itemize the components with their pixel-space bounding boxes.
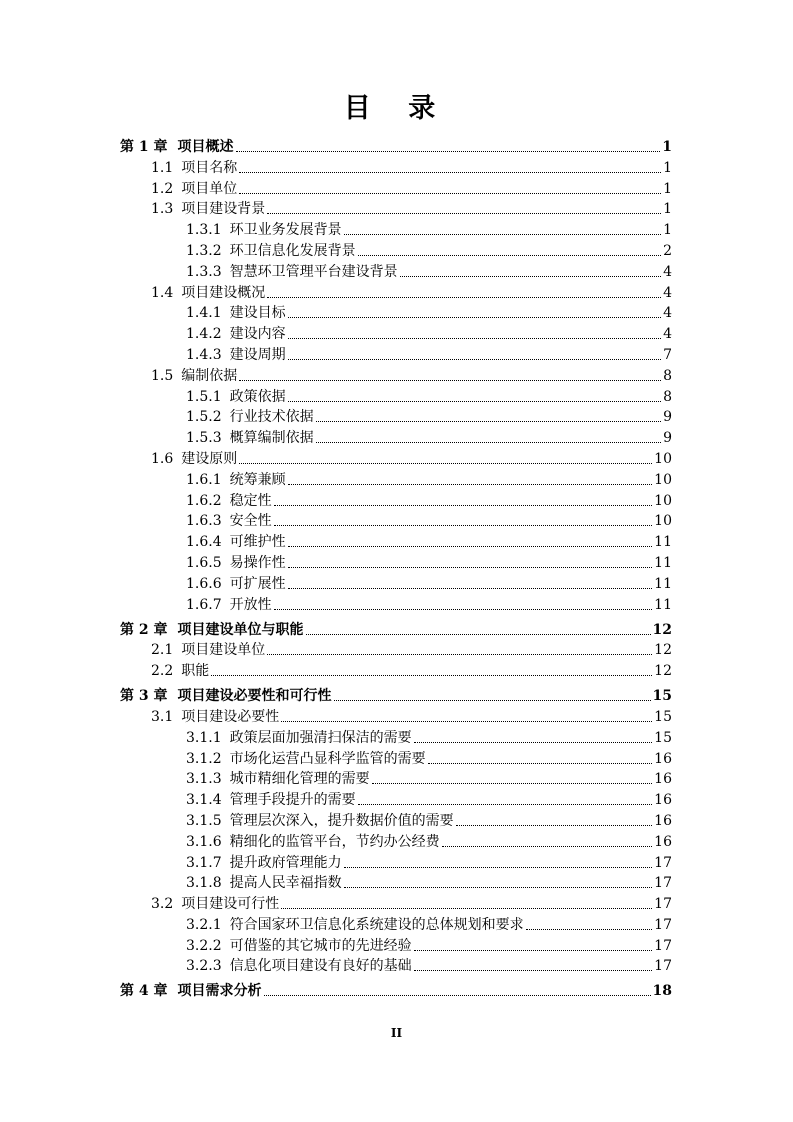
- dot-leader: [288, 546, 653, 547]
- toc-entry-number: 1.6.2: [186, 492, 222, 509]
- toc-entry-title: 可扩展性: [229, 575, 286, 592]
- dot-leader: [414, 950, 653, 951]
- toc-section-entry[interactable]: [120, 157, 672, 178]
- toc-section-entry[interactable]: [120, 282, 672, 303]
- toc-subsection-entry[interactable]: [120, 531, 672, 552]
- toc-entry-number: 1.6.7: [186, 596, 222, 613]
- toc-subsection-entry[interactable]: [120, 810, 672, 831]
- page-title: 目 录: [343, 93, 450, 124]
- toc-entry-number: 1.6.6: [186, 575, 222, 592]
- toc-entry-number: 2.2: [151, 663, 174, 680]
- toc-entry-title: 建设原则: [181, 450, 238, 467]
- dot-leader: [400, 276, 661, 277]
- toc-entry-title: 概算编制依据: [229, 430, 314, 447]
- dot-leader: [236, 151, 661, 152]
- toc-entry-number: 1.4.2: [186, 326, 222, 343]
- toc-entry-page: 17: [654, 937, 672, 954]
- toc-entry-page: 9: [663, 409, 672, 426]
- toc-entry-number: 2.1: [151, 642, 174, 659]
- toc-entry-number: 3.1.7: [186, 854, 222, 871]
- toc-entry-number: 第 3 章: [120, 688, 168, 705]
- toc-entry-title: 项目单位: [181, 180, 238, 197]
- dot-leader: [239, 172, 661, 173]
- toc-entry-number: 第 1 章: [120, 139, 168, 155]
- dot-leader: [274, 505, 653, 506]
- dot-leader: [288, 401, 661, 402]
- toc-section-entry[interactable]: [120, 660, 672, 681]
- toc-entry-title: 可维护性: [229, 534, 286, 551]
- toc-entry-page: 11: [654, 554, 672, 571]
- dot-leader: [414, 742, 653, 743]
- toc-entry-number: 1.6.1: [186, 471, 222, 488]
- toc-entry-number: 1.3: [151, 201, 174, 218]
- toc-entry-page: 1: [663, 180, 672, 197]
- toc-entry-page: 16: [654, 792, 672, 809]
- toc-entry-title: 开放性: [229, 596, 272, 613]
- toc-entry-title: 管理层次深入，提升数据价值的需要: [229, 812, 454, 829]
- toc-entry-title: 符合国家环卫信息化系统建设的总体规划和要求: [229, 916, 524, 933]
- toc-entry-title: 项目名称: [181, 159, 238, 176]
- dot-leader: [428, 763, 653, 764]
- toc-entry-page: 16: [654, 812, 672, 829]
- toc-entry-page: 7: [663, 346, 672, 363]
- toc-section-entry[interactable]: [120, 448, 672, 469]
- toc-entry-page: 4: [663, 263, 672, 280]
- toc-entry-page: 8: [663, 388, 672, 405]
- toc-entry-number: 3.1.3: [186, 771, 222, 788]
- toc-entry-page: 11: [654, 534, 672, 551]
- dot-leader: [344, 234, 661, 235]
- toc-entry-page: 10: [654, 513, 672, 530]
- toc-entry-page: 1: [662, 139, 672, 155]
- toc-entry-page: 12: [654, 663, 672, 680]
- dot-leader: [281, 721, 652, 722]
- toc-subsection-entry[interactable]: [120, 748, 672, 769]
- page-number-footer: II: [390, 1026, 403, 1040]
- dot-leader: [267, 654, 652, 655]
- toc-subsection-entry[interactable]: [120, 831, 672, 852]
- toc-entry-number: 1.5.3: [186, 430, 222, 447]
- toc-subsection-entry[interactable]: [120, 914, 672, 935]
- toc-entry-title: 易操作性: [229, 554, 286, 571]
- toc-entry-number: 1.4.3: [186, 346, 222, 363]
- dot-leader: [288, 359, 661, 360]
- toc-entry-title: 市场化运营凸显科学监管的需要: [229, 750, 426, 767]
- toc-entry-title: 项目建设可行性: [181, 896, 280, 913]
- toc-entry-page: 2: [663, 242, 672, 259]
- toc-entry-number: 3.1.1: [186, 729, 222, 746]
- dot-leader: [281, 908, 652, 909]
- dot-leader: [239, 463, 652, 464]
- toc-entry-number: 3.1: [151, 708, 174, 725]
- toc-entry-number: 1.2: [151, 180, 174, 197]
- toc-subsection-entry[interactable]: [120, 573, 672, 594]
- toc-entry-page: 17: [654, 875, 672, 892]
- toc-entry-number: 第 2 章: [120, 621, 168, 638]
- dot-leader: [288, 338, 661, 339]
- toc-subsection-entry[interactable]: [120, 511, 672, 532]
- dot-leader: [274, 525, 653, 526]
- toc-entry-page: 12: [652, 621, 672, 638]
- toc-entry-title: 项目建设单位: [181, 642, 266, 659]
- toc-entry-title: 职能: [181, 663, 210, 680]
- dot-leader: [442, 846, 653, 847]
- toc-section-entry[interactable]: [120, 199, 672, 220]
- toc-subsection-entry[interactable]: [120, 769, 672, 790]
- toc-entry-title: 项目概述: [177, 139, 234, 155]
- toc-entry-page: 10: [654, 492, 672, 509]
- toc-entry-number: 3.2.3: [186, 958, 222, 975]
- toc-entry-page: 16: [654, 750, 672, 767]
- toc-subsection-entry[interactable]: [120, 261, 672, 282]
- toc-entry-number: 1.5.1: [186, 388, 222, 405]
- toc-entry-title: 安全性: [229, 513, 272, 530]
- dot-leader: [267, 297, 661, 298]
- toc-entry-number: 3.2.1: [186, 916, 222, 933]
- toc-entry-page: 9: [663, 430, 672, 447]
- dot-leader: [211, 675, 652, 676]
- toc-subsection-entry[interactable]: [120, 594, 672, 615]
- toc-entry-number: 1.3.2: [186, 242, 222, 259]
- dot-leader: [288, 484, 653, 485]
- dot-leader: [288, 588, 653, 589]
- toc-entry-page: 17: [654, 916, 672, 933]
- table-of-contents: [120, 136, 672, 1001]
- dot-leader: [414, 970, 653, 971]
- toc-entry-page: 1: [663, 222, 672, 239]
- toc-entry-title: 城市精细化管理的需要: [229, 771, 370, 788]
- toc-entry-number: 3.1.6: [186, 833, 222, 850]
- toc-entry-title: 项目建设单位与职能: [177, 621, 304, 638]
- toc-entry-page: 8: [663, 367, 672, 384]
- toc-chapter-entry[interactable]: [120, 980, 672, 1001]
- toc-entry-title: 行业技术依据: [229, 409, 314, 426]
- toc-entry-number: 1.5.2: [186, 409, 222, 426]
- toc-entry-page: 16: [654, 771, 672, 788]
- toc-entry-page: 17: [654, 896, 672, 913]
- toc-entry-page: 15: [654, 708, 672, 725]
- dot-leader: [358, 804, 653, 805]
- dot-leader: [288, 567, 653, 568]
- toc-entry-title: 项目建设必要性和可行性: [177, 688, 332, 705]
- toc-entry-number: 3.1.8: [186, 875, 222, 892]
- toc-entry-number: 1.1: [151, 159, 174, 176]
- toc-entry-number: 1.4: [151, 284, 174, 301]
- toc-subsection-entry[interactable]: [120, 323, 672, 344]
- dot-leader: [526, 929, 653, 930]
- toc-entry-number: 1.6.5: [186, 554, 222, 571]
- dot-leader: [344, 887, 653, 888]
- dot-leader: [456, 825, 653, 826]
- toc-entry-title: 项目建设背景: [181, 201, 266, 218]
- toc-entry-title: 可借鉴的其它城市的先进经验: [229, 937, 412, 954]
- toc-entry-title: 稳定性: [229, 492, 272, 509]
- toc-entry-title: 信息化项目建设有良好的基础: [229, 958, 412, 975]
- toc-entry-page: 4: [663, 284, 672, 301]
- toc-entry-title: 环卫业务发展背景: [229, 222, 342, 239]
- toc-entry-title: 管理手段提升的需要: [229, 792, 356, 809]
- toc-entry-title: 政策依据: [229, 388, 286, 405]
- toc-entry-number: 3.1.5: [186, 812, 222, 829]
- toc-entry-page: 4: [663, 305, 672, 322]
- toc-chapter-entry[interactable]: [120, 619, 672, 640]
- toc-subsection-entry[interactable]: [120, 935, 672, 956]
- toc-entry-page: 1: [663, 201, 672, 218]
- toc-section-entry[interactable]: [120, 706, 672, 727]
- toc-subsection-entry[interactable]: [120, 469, 672, 490]
- toc-section-entry[interactable]: [120, 365, 672, 386]
- toc-subsection-entry[interactable]: [120, 303, 672, 324]
- toc-entry-page: 10: [654, 471, 672, 488]
- dot-leader: [288, 317, 661, 318]
- toc-entry-title: 项目需求分析: [177, 983, 262, 1000]
- toc-entry-title: 建设目标: [229, 305, 286, 322]
- toc-entry-number: 第 4 章: [120, 983, 168, 1000]
- toc-entry-title: 智慧环卫管理平台建设背景: [229, 263, 398, 280]
- toc-entry-number: 3.2.2: [186, 937, 222, 954]
- toc-entry-page: 11: [654, 575, 672, 592]
- toc-entry-title: 建设内容: [229, 326, 286, 343]
- toc-section-entry[interactable]: [120, 893, 672, 914]
- toc-entry-number: 3.1.2: [186, 750, 222, 767]
- toc-entry-page: 15: [654, 729, 672, 746]
- toc-subsection-entry[interactable]: [120, 407, 672, 428]
- toc-entry-page: 15: [652, 688, 672, 705]
- toc-subsection-entry[interactable]: [120, 552, 672, 573]
- dot-leader: [358, 255, 661, 256]
- dot-leader: [239, 193, 661, 194]
- toc-entry-number: 1.6.4: [186, 534, 222, 551]
- toc-entry-page: 18: [652, 983, 672, 1000]
- toc-subsection-entry[interactable]: [120, 427, 672, 448]
- toc-entry-title: 提升政府管理能力: [229, 854, 342, 871]
- toc-subsection-entry[interactable]: [120, 956, 672, 977]
- toc-subsection-entry[interactable]: [120, 240, 672, 261]
- dot-leader: [239, 380, 661, 381]
- toc-entry-number: 1.6.3: [186, 513, 222, 530]
- toc-entry-title: 编制依据: [181, 367, 238, 384]
- toc-entry-page: 12: [654, 642, 672, 659]
- toc-subsection-entry[interactable]: [120, 386, 672, 407]
- toc-subsection-entry[interactable]: [120, 219, 672, 240]
- dot-leader: [334, 700, 651, 701]
- toc-entry-page: 1: [663, 159, 672, 176]
- toc-entry-page: 17: [654, 958, 672, 975]
- toc-entry-number: 1.6: [151, 450, 174, 467]
- toc-entry-page: 17: [654, 854, 672, 871]
- toc-entry-number: 1.4.1: [186, 305, 222, 322]
- toc-entry-number: 1.3.3: [186, 263, 222, 280]
- dot-leader: [274, 609, 653, 610]
- toc-section-entry[interactable]: [120, 640, 672, 661]
- toc-entry-title: 建设周期: [229, 346, 286, 363]
- dot-leader: [264, 995, 651, 996]
- toc-section-entry[interactable]: [120, 178, 672, 199]
- toc-subsection-entry[interactable]: [120, 873, 672, 894]
- toc-chapter-entry[interactable]: [120, 136, 672, 157]
- toc-entry-page: 4: [663, 326, 672, 343]
- toc-entry-title: 政策层面加强清扫保洁的需要: [229, 729, 412, 746]
- toc-entry-number: 3.2: [151, 896, 174, 913]
- dot-leader: [316, 442, 661, 443]
- dot-leader: [306, 634, 651, 635]
- toc-entry-title: 统筹兼顾: [229, 471, 286, 488]
- toc-entry-title: 项目建设必要性: [181, 708, 280, 725]
- dot-leader: [316, 421, 661, 422]
- toc-entry-page: 10: [654, 450, 672, 467]
- dot-leader: [372, 783, 653, 784]
- dot-leader: [344, 867, 653, 868]
- toc-entry-page: 11: [654, 596, 672, 613]
- toc-subsection-entry[interactable]: [120, 727, 672, 748]
- toc-entry-page: 16: [654, 833, 672, 850]
- toc-entry-title: 提高人民幸福指数: [229, 875, 342, 892]
- toc-subsection-entry[interactable]: [120, 789, 672, 810]
- toc-entry-number: 1.5: [151, 367, 174, 384]
- toc-entry-title: 环卫信息化发展背景: [229, 242, 356, 259]
- toc-subsection-entry[interactable]: [120, 852, 672, 873]
- toc-subsection-entry[interactable]: [120, 490, 672, 511]
- toc-entry-title: 项目建设概况: [181, 284, 266, 301]
- toc-entry-number: 3.1.4: [186, 792, 222, 809]
- toc-entry-number: 1.3.1: [186, 222, 222, 239]
- toc-entry-title: 精细化的监管平台，节约办公经费: [229, 833, 440, 850]
- toc-subsection-entry[interactable]: [120, 344, 672, 365]
- dot-leader: [267, 213, 661, 214]
- toc-chapter-entry[interactable]: [120, 685, 672, 706]
